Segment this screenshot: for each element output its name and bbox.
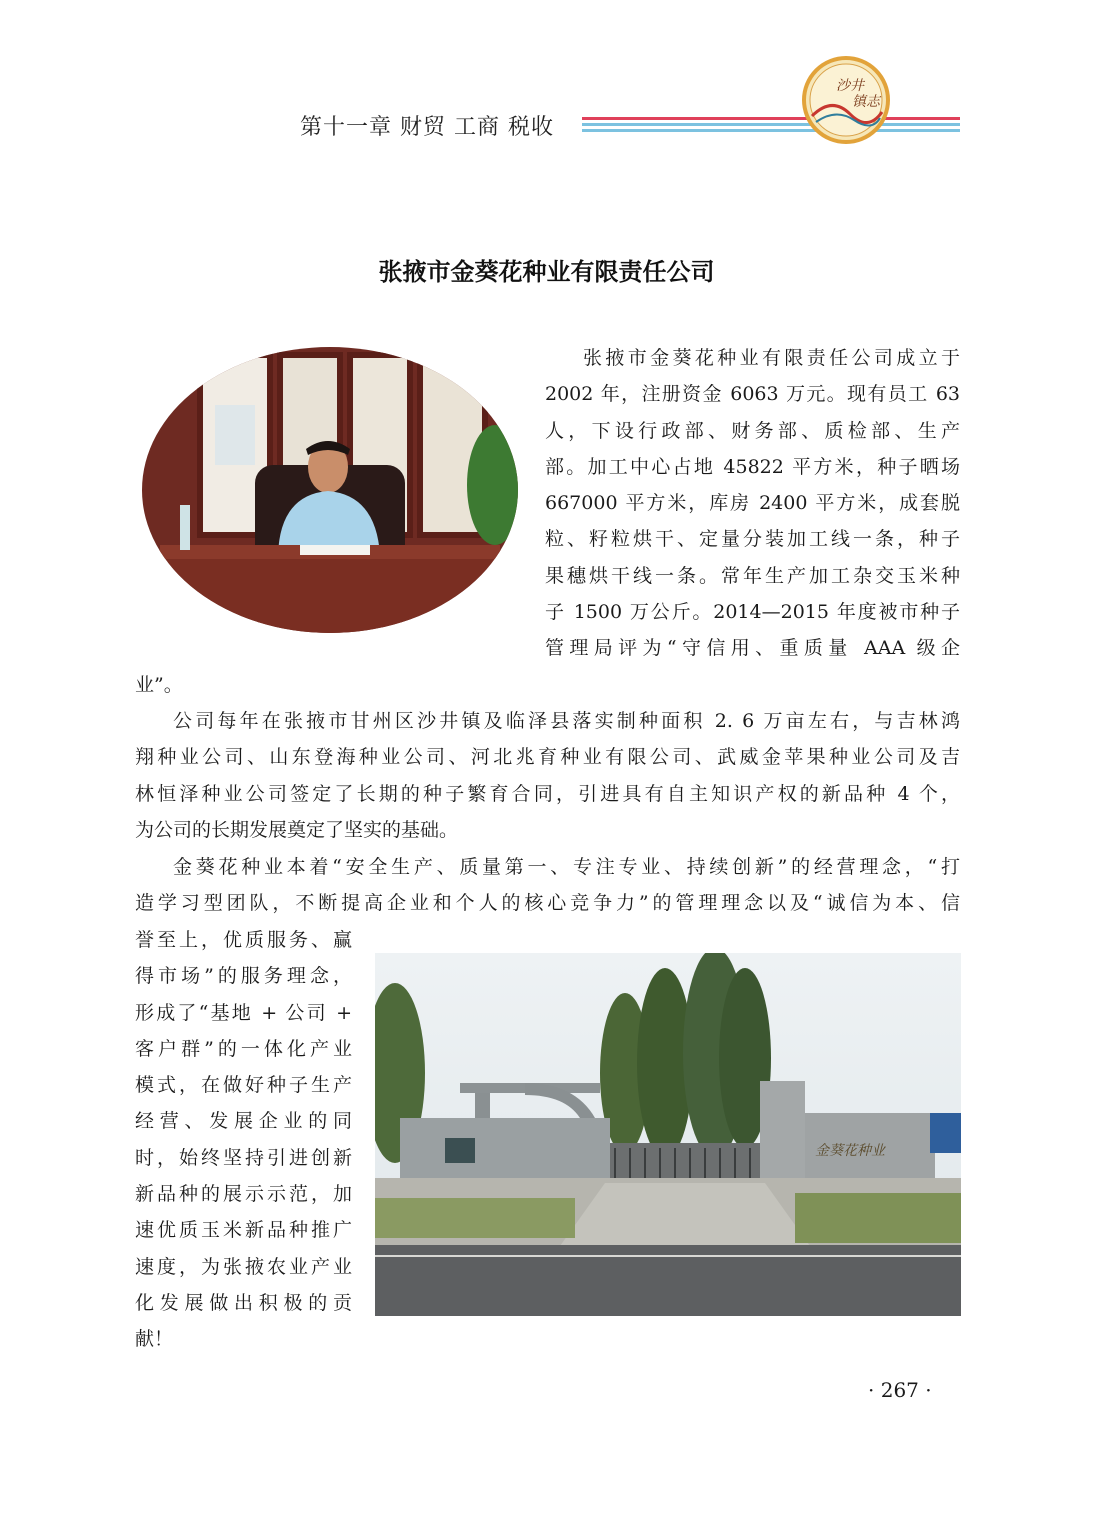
text-line: 子 1500 万公斤。2014—2015 年度被市种子: [545, 601, 960, 624]
company-gate-photo: [375, 953, 961, 1316]
paragraph-intro: [545, 340, 960, 667]
text-line: 管理局评为“守信用、重质量 AAA 级企: [545, 637, 960, 660]
text-line: 金葵花种业本着“安全生产、质量第一、专注专业、持续创新”的经营理念，“打: [173, 856, 960, 878]
text-line: 化发展做出积极的贡: [135, 1291, 352, 1314]
manager-portrait-photo: [140, 345, 520, 635]
paragraph-philosophy-column: [135, 922, 352, 1358]
text-line: 客户群”的一体化产业: [135, 1037, 352, 1060]
text-line: 翔种业公司、山东登海种业公司、河北兆育种业有限公司、武威金苹果种业公司及吉: [135, 746, 960, 769]
header-rule: [582, 117, 960, 137]
text-line: 为公司的长期发展奠定了坚实的基础。: [135, 818, 459, 841]
text-line: 公司每年在张掖市甘州区沙井镇及临泽县落实制种面积 2. 6 万亩左右，与吉林鸿: [173, 710, 960, 732]
paragraph-philosophy: [135, 849, 960, 922]
text-line: 部。加工中心占地 45822 平方米，种子晒场: [545, 455, 960, 478]
text-line: 2002 年，注册资金 6063 万元。现有员工 63: [545, 383, 960, 406]
text-line: 粒、籽粒烘干、定量分装加工线一条，种子: [545, 528, 960, 551]
text-line: 667000 平方米，库房 2400 平方米，成套脱: [545, 492, 960, 515]
text-line: 速度，为张掖农业产业: [135, 1255, 352, 1278]
text-line: 张掖市金葵花种业有限责任公司成立于: [583, 347, 960, 369]
text-line: 造学习型团队，不断提高企业和个人的核心竞争力”的管理理念以及“诚信为本、信: [135, 892, 960, 915]
text-line: 人，下设行政部、财务部、质检部、生产: [545, 419, 960, 442]
text-line: 时，始终坚持引进创新: [135, 1146, 352, 1169]
gazetteer-seal: [802, 56, 890, 144]
text-line: 誉至上，优质服务、赢: [135, 929, 352, 951]
text-line: 形成了“基地 + 公司 +: [135, 1001, 352, 1024]
text-line: 果穗烘干线一条。常年生产加工杂交玉米种: [545, 564, 960, 587]
text-line: 林恒泽种业公司签定了长期的种子繁育合同，引进具有自主知识产权的新品种 4 个，: [135, 782, 960, 805]
text-line: 模式，在做好种子生产: [135, 1074, 352, 1097]
svg-text:镇志: 镇志: [852, 94, 880, 110]
paragraph-intro-tail: 业”。: [135, 674, 183, 696]
text-line: 经营、发展企业的同: [135, 1110, 352, 1133]
article-title: 张掖市金葵花种业有限责任公司: [378, 258, 715, 286]
gate-sign-text: 金葵花种业: [815, 1143, 885, 1159]
paragraph-production: [135, 703, 960, 848]
text-line: 得市场”的服务理念，: [135, 965, 352, 988]
text-line: 献！: [135, 1328, 174, 1351]
page-number: · 267 ·: [868, 1378, 932, 1402]
chapter-header: 第十一章 财贸 工商 税收: [300, 115, 554, 140]
text-line: 新品种的展示示范，加: [135, 1183, 352, 1206]
text-line: 速优质玉米新品种推广: [135, 1219, 352, 1242]
seal-text: 沙井: [836, 78, 864, 94]
